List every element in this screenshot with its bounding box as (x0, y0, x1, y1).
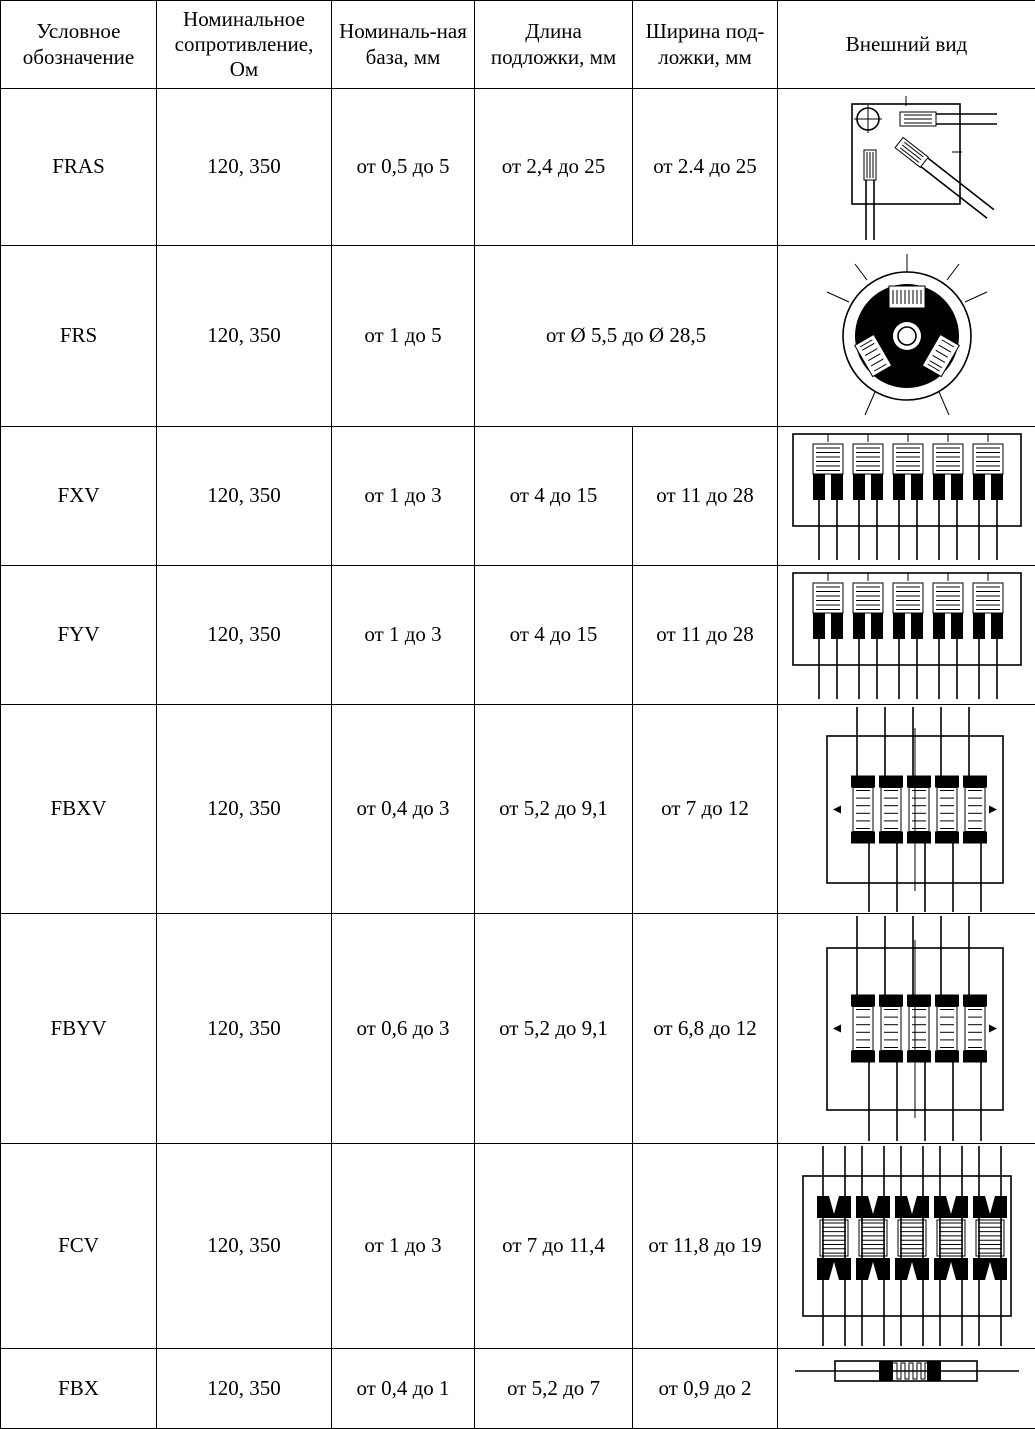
length-cell: от 4 до 15 (475, 566, 633, 705)
base-cell: от 0,6 до 3 (332, 914, 475, 1144)
appearance-cell (778, 1144, 1035, 1349)
appearance-cell (778, 705, 1035, 914)
length-cell: от 5,2 до 9,1 (475, 705, 633, 914)
resistance-cell: 120, 350 (157, 246, 332, 427)
designation-cell: FCV (1, 1144, 157, 1349)
designation-cell: FBYV (1, 914, 157, 1144)
gauge-single-bx-icon (787, 1349, 1027, 1399)
width-cell: от 7 до 12 (633, 705, 778, 914)
table-row (1, 566, 1035, 705)
base-cell: от 1 до 3 (332, 566, 475, 705)
gauge-chain-c-icon (797, 1146, 1017, 1346)
length-cell: от 5,2 до 7 (475, 1349, 633, 1429)
base-cell: от 1 до 3 (332, 427, 475, 566)
appearance-cell (778, 1349, 1035, 1429)
base-cell: от 0,5 до 5 (332, 89, 475, 246)
resistance-cell: 120, 350 (157, 1144, 332, 1349)
table-row (1, 1349, 1035, 1429)
length-cell: от 7 до 11,4 (475, 1144, 633, 1349)
header-length: Длина подложки, мм (475, 1, 633, 89)
rosette-circular-icon (807, 250, 1007, 422)
header-resistance: Номинальное сопротивление, Ом (157, 1, 332, 89)
width-cell: от 6,8 до 12 (633, 914, 778, 1144)
base-cell: от 1 до 3 (332, 1144, 475, 1349)
resistance-cell: 120, 350 (157, 914, 332, 1144)
resistance-cell: 120, 350 (157, 705, 332, 914)
resistance-cell: 120, 350 (157, 566, 332, 705)
appearance-cell (778, 427, 1035, 566)
appearance-cell (778, 566, 1035, 705)
base-cell: от 1 до 5 (332, 246, 475, 427)
table-row (1, 89, 1035, 246)
length-cell: от 5,2 до 9,1 (475, 914, 633, 1144)
table-row (1, 427, 1035, 566)
table-row (1, 1144, 1035, 1349)
header-designation: Условное обозначение (1, 1, 157, 89)
table-row (1, 914, 1035, 1144)
designation-cell: FBXV (1, 705, 157, 914)
header-row (1, 1, 1035, 89)
designation-cell: FRAS (1, 89, 157, 246)
appearance-cell (778, 89, 1035, 246)
header-width: Ширина под-ложки, мм (633, 1, 778, 89)
resistance-cell: 120, 350 (157, 1349, 332, 1429)
appearance-cell (778, 246, 1035, 427)
table-row (1, 705, 1035, 914)
gauge-chain-x-icon (787, 430, 1027, 562)
length-cell: от 4 до 15 (475, 427, 633, 566)
gauge-array-by-icon (807, 916, 1007, 1141)
resistance-cell: 120, 350 (157, 89, 332, 246)
width-cell: от 0,9 до 2 (633, 1349, 778, 1429)
designation-cell: FRS (1, 246, 157, 427)
resistance-cell: 120, 350 (157, 427, 332, 566)
appearance-cell (778, 914, 1035, 1144)
header-appearance: Внешний вид (778, 1, 1035, 89)
gauge-array-bx-icon (807, 707, 1007, 912)
gauge-chain-y-icon (787, 569, 1027, 701)
width-cell: от 11 до 28 (633, 566, 778, 705)
base-cell: от 0,4 до 1 (332, 1349, 475, 1429)
rosette-rectangular-icon (812, 92, 1002, 242)
length-cell: от 2,4 до 25 (475, 89, 633, 246)
length-width-cell: от Ø 5,5 до Ø 28,5 (475, 246, 778, 427)
base-cell: от 0,4 до 3 (332, 705, 475, 914)
designation-cell: FBX (1, 1349, 157, 1429)
designation-cell: FYV (1, 566, 157, 705)
width-cell: от 2.4 до 25 (633, 89, 778, 246)
designation-cell: FXV (1, 427, 157, 566)
header-base: Номиналь-ная база, мм (332, 1, 475, 89)
table-row (1, 246, 1035, 427)
width-cell: от 11,8 до 19 (633, 1144, 778, 1349)
width-cell: от 11 до 28 (633, 427, 778, 566)
